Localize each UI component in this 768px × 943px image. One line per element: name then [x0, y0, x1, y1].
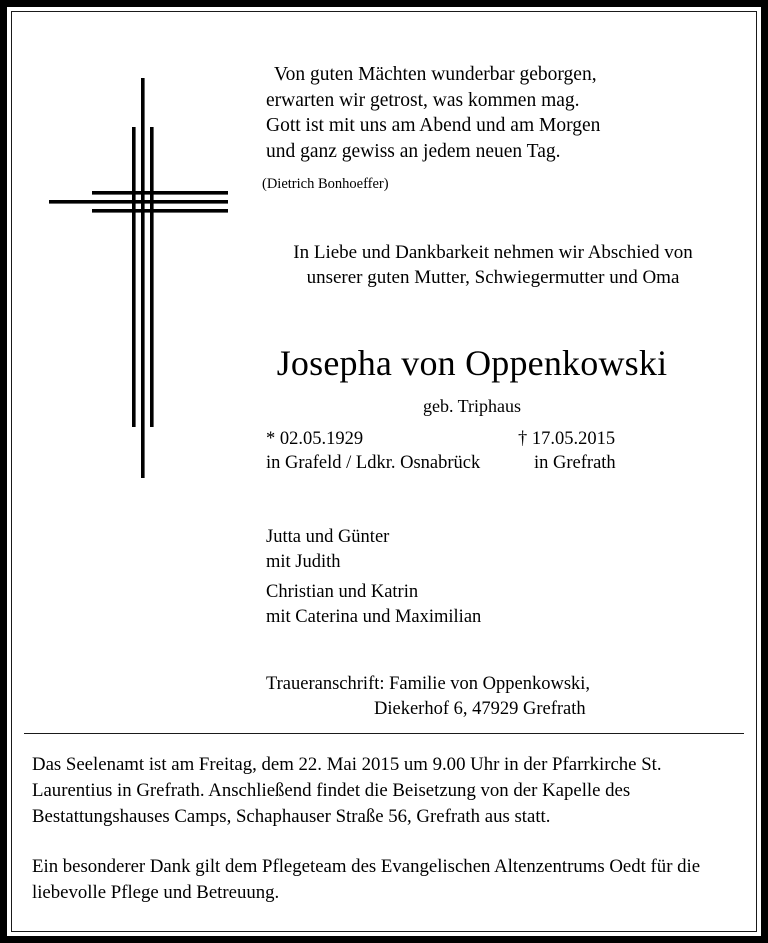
death-symbol: † — [518, 429, 528, 449]
survivor-primary: Jutta und Günter — [266, 527, 390, 547]
lower-region — [32, 752, 738, 906]
survivor-group — [266, 580, 481, 629]
survivor-secondary: mit Caterina und Maximilian — [266, 606, 482, 627]
survivor-group — [266, 525, 481, 574]
birth-place: in Grafeld / Ldkr. Osnabrück — [266, 453, 481, 473]
deceased-maiden-name: geb. Triphaus — [422, 396, 521, 416]
birth-date-value: 02.05.1929 — [279, 429, 364, 449]
birth-date — [266, 427, 363, 451]
poem-verse — [266, 62, 600, 164]
life-dates-block — [266, 427, 736, 475]
cross-icon — [28, 64, 228, 484]
mourning-address-line: Traueranschrift: Familie von Oppenkowski, — [266, 674, 591, 694]
poem-line: und ganz gewiss an jedem neuen Tag. — [266, 140, 561, 162]
service-details-paragraph: Das Seelenamt ist am Freitag, dem 22. Mai 2015 um 9.00 Uhr in der Pfarrkirche St. Laurentius in Grefrath. Anschließend findet die Beisetzung von der Kapelle des Bestattungshauses Camps, Schaphauser Straße 56, Grefrath aus statt. — [32, 754, 662, 827]
death-place: in Grefrath — [534, 453, 616, 473]
death-date — [518, 427, 615, 451]
survivor-primary: Christian und Katrin — [266, 582, 419, 602]
survivors-list — [266, 525, 481, 629]
dates-row-place — [266, 451, 736, 475]
text-column — [248, 12, 744, 726]
upper-region — [12, 12, 756, 726]
farewell-statement — [248, 240, 738, 290]
section-divider — [24, 733, 744, 734]
poem-attribution: (Dietrich Bonhoeffer) — [262, 176, 389, 192]
death-date-value: 17.05.2015 — [531, 429, 616, 449]
farewell-line: In Liebe und Dankbarkeit nehmen wir Abschied von — [293, 242, 693, 263]
poem-line: Von guten Mächten wunderbar geborgen, — [274, 64, 597, 85]
obituary-inner-frame — [11, 11, 757, 932]
deceased-name: Josepha von Oppenkowski — [276, 343, 668, 383]
birth-symbol: * — [266, 429, 276, 449]
poem-line: Gott ist mit uns am Abend und am Morgen — [266, 115, 601, 136]
thanks-paragraph: Ein besonderer Dank gilt dem Pflegeteam des Evangelischen Altenzentrums Oedt für die liebevolle Pflege und Betreuung. — [32, 856, 701, 903]
mourning-address — [266, 672, 590, 722]
farewell-line: unserer guten Mutter, Schwiegermutter und Oma — [306, 267, 680, 288]
mourning-address-line: Diekerhof 6, 47929 Grefrath — [374, 699, 586, 719]
poem-line: erwarten wir getrost, was kommen mag. — [266, 89, 580, 111]
survivor-secondary: mit Judith — [266, 551, 341, 572]
dates-row-date — [266, 427, 736, 451]
